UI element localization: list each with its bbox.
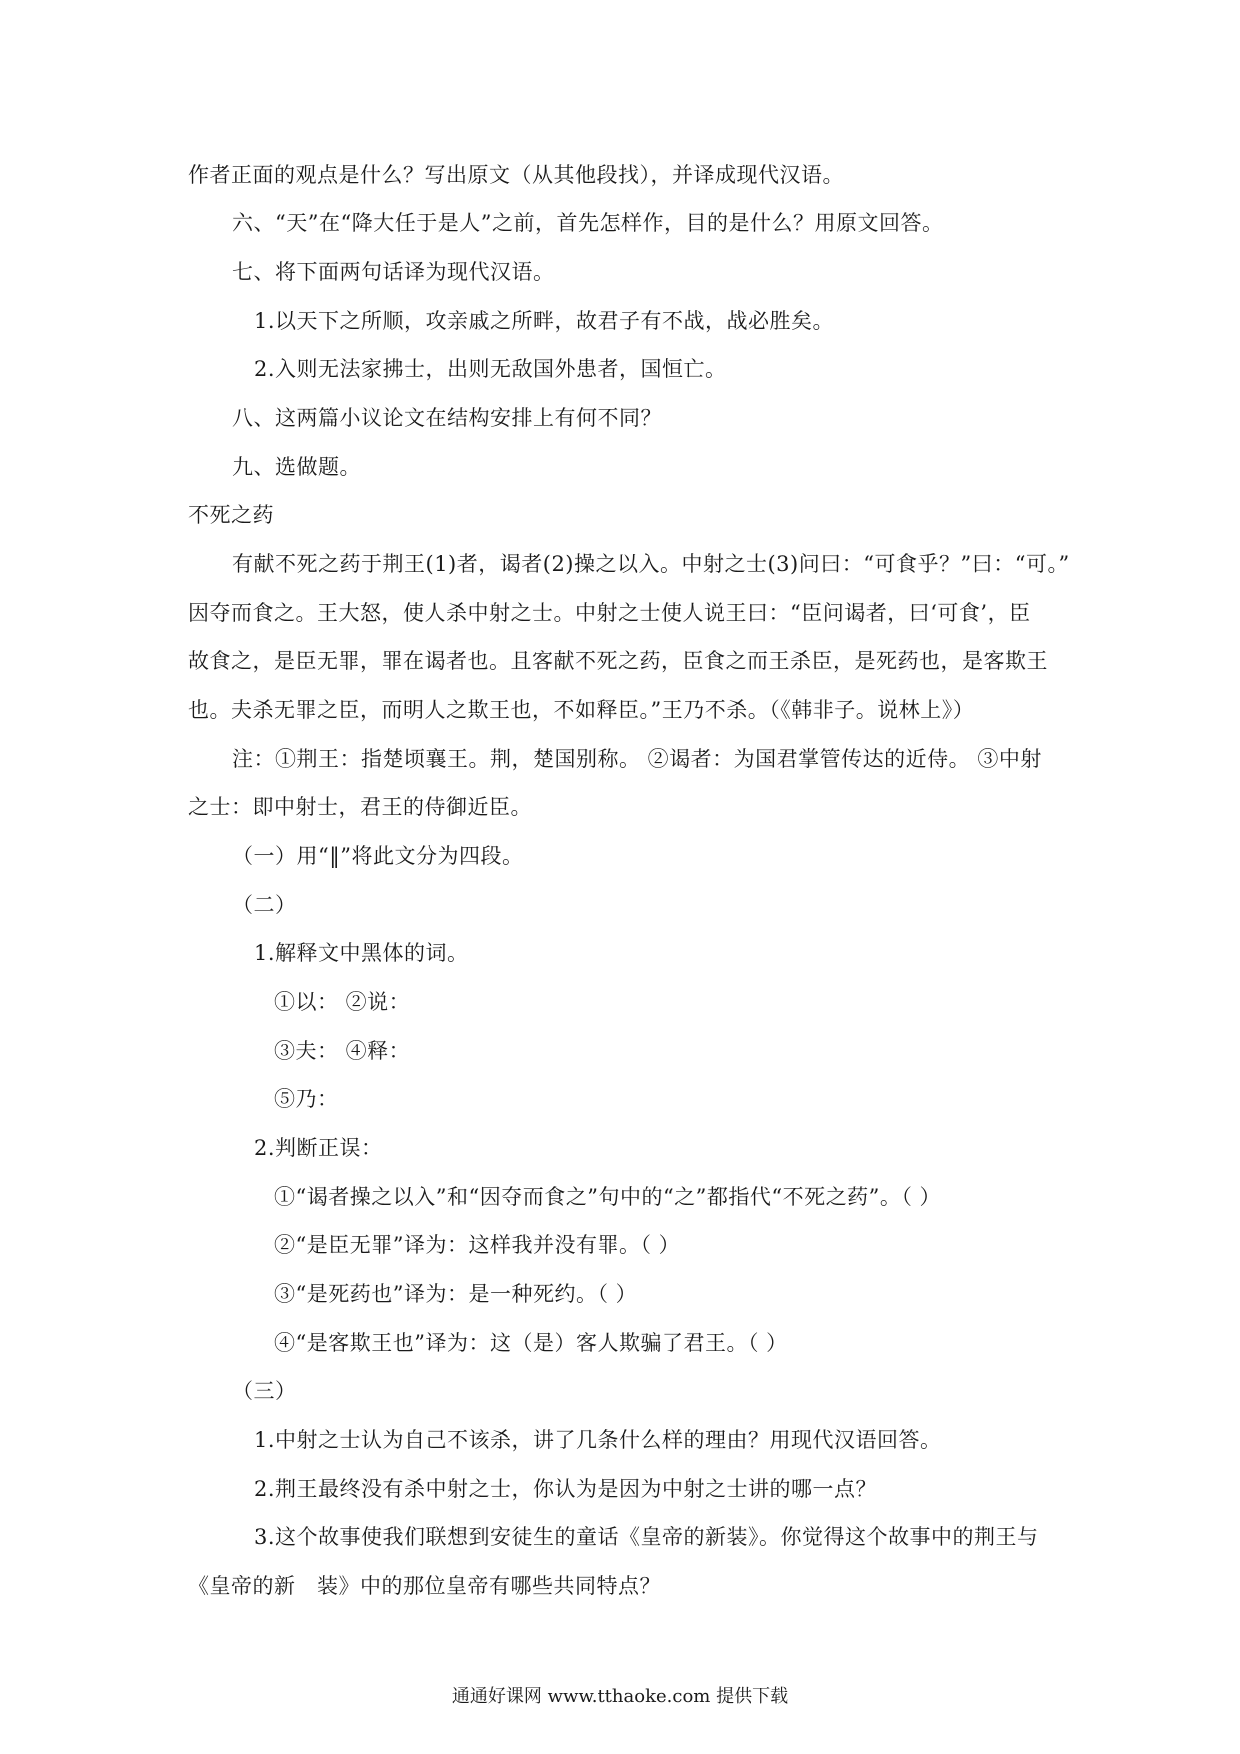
- part-three-question-cont: 《皇帝的新 装》中的那位皇帝有哪些共同特点？: [188, 1574, 661, 1598]
- question-seven: 七、将下面两句话译为现代汉语。: [232, 260, 555, 284]
- true-false-item: ②“是臣无罪”译为：这样我并没有罪。（ ）: [274, 1233, 681, 1257]
- sentence-2: 2.入则无法家拂士，出则无敌国外患者，国恒亡。: [254, 357, 727, 381]
- word-items: ①以： ②说：: [274, 990, 411, 1014]
- true-false-item: ④“是客欺王也”译为：这（是）客人欺骗了君王。（ ）: [274, 1331, 788, 1355]
- question-nine: 九、选做题。: [232, 455, 361, 479]
- passage-title: 不死之药: [188, 503, 274, 527]
- part-three-question: 3.这个故事使我们联想到安徒生的童话《皇帝的新装》。你觉得这个故事中的荆王与: [254, 1525, 1039, 1549]
- true-false-item: ③“是死药也”译为：是一种死约。（ ）: [274, 1282, 638, 1306]
- part-three: （三）: [232, 1379, 297, 1403]
- part-one: （一）用“‖”将此文分为四段。: [232, 844, 524, 868]
- task-explain-words: 1.解释文中黑体的词。: [254, 941, 469, 965]
- task-true-false: 2.判断正误：: [254, 1136, 383, 1160]
- part-three-question: 1.中射之士认为自己不该杀，讲了几条什么样的理由？用现代汉语回答。: [254, 1428, 942, 1452]
- question-six: 六、“天”在“降大任于是人”之前，首先怎样作，目的是什么？用原文回答。: [232, 211, 944, 235]
- part-three-question: 2.荆王最终没有杀中射之士，你认为是因为中射之士讲的哪一点？: [254, 1477, 878, 1501]
- passage-line: 故食之，是臣无罪，罪在谒者也。且客献不死之药，臣食之而王杀臣，是死药也，是客欺王: [188, 649, 1048, 673]
- passage-line: 有献不死之药于荆王(1)者，谒者(2)操之以入。中射之士(3)问曰：“可食乎？”曰：“可。”: [232, 552, 1070, 576]
- notes-line: 注：①荆王：指楚顷襄王。荆，楚国别称。 ②谒者：为国君掌管传达的近侍。 ③中射: [232, 747, 1042, 771]
- passage-line: 因夺而食之。王大怒，使人杀中射之士。中射之士使人说王曰：“臣问谒者，曰‘可食’，臣: [188, 601, 1031, 625]
- passage-line: 也。夫杀无罪之臣，而明人之欺王也，不如释臣。”王乃不杀。（《韩非子。说林上》）: [188, 698, 975, 722]
- notes-line: 之士：即中射士，君王的侍御近臣。: [188, 795, 532, 819]
- page-footer: 通通好课网 www.tthaoke.com 提供下载: [451, 1686, 789, 1707]
- part-two: （二）: [232, 893, 297, 917]
- text-line: 作者正面的观点是什么？写出原文（从其他段找），并译成现代汉语。: [188, 163, 844, 187]
- word-items: ⑤乃：: [274, 1087, 339, 1111]
- word-items: ③夫： ④释：: [274, 1039, 411, 1063]
- sentence-1: 1.以天下之所顺，攻亲戚之所畔，故君子有不战，战必胜矣。: [254, 309, 835, 333]
- question-eight: 八、这两篇小议论文在结构安排上有何不同？: [232, 406, 662, 430]
- true-false-item: ①“谒者操之以入”和“因夺而食之”句中的“之”都指代“不死之药”。（ ）: [274, 1185, 942, 1209]
